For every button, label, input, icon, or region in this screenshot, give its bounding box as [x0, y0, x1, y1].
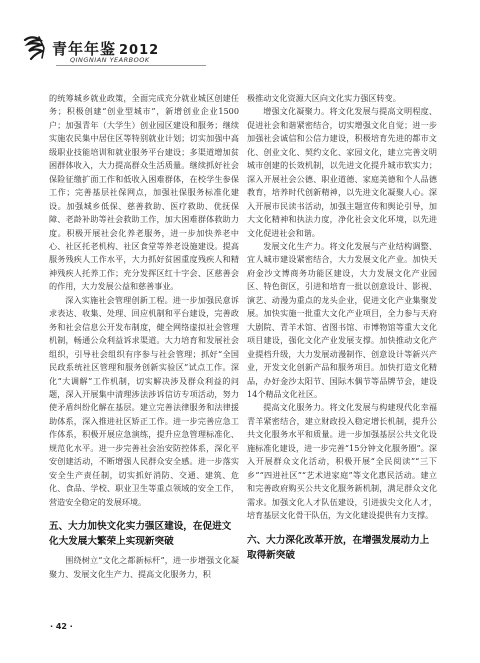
left-column	[49, 92, 239, 581]
left-paragraph-3: 围绕树立“文化之都新标杆”，进一步增强文化凝聚力、发展文化生产力、提高文化服务力，积	[49, 555, 239, 579]
yearbook-year: 2012	[119, 43, 160, 58]
right-column	[247, 92, 437, 568]
left-paragraph-2: 深入实施社会管理创新工程。进一步加强民意诉求表达、收集、处理、回应机制和平台建设，完善政务和社会信息公开发布制度，健全网络虚拟社会管理机制，畅通公众利益诉求渠道。大力培育和发展社会组织，引导社会组织有序参与社会管理；抓好“全国民政系统社区管理和服务创新实验区”试点工作。深化“大调解”工作机制，切实解决涉及群众利益的问题，深入开展集中清理涉法涉诉信访专项活动，努力使矛盾纠纷化解在基层。建立完善法律服务和法律援助体系，深入推进社区矫正工作。进一步完善应急工作体系，积极开展应急演练，提升应急管理标准化、规范化水平。进一步完善社会治安防控体系，深化平安创建活动，不断增强人民群众安全感。进一步落实安全生产责任制，切实抓好消防、交通、建筑、危化、食品、学校、职业卫生等重点领域的安全工作，营造安全稳定的发展环境。	[49, 294, 239, 507]
page-number: · 42 ·	[50, 622, 73, 631]
section-five-heading: 五、大力加快文化实力强区建设，在促进文化大发展大繁荣上实现新突破	[49, 521, 232, 548]
section-six-heading: 六、大力深化改革开放，在增强发展动力上取得新突破	[247, 534, 430, 561]
yearbook-title-text: 青年年鉴	[52, 40, 117, 58]
header-rule	[56, 65, 206, 66]
yearbook-subtitle: QINGNIAN YEARBOOK	[70, 56, 150, 64]
right-paragraph-1: 增强文化凝聚力。将文化发展与提高文明程度、促进社会和谐紧密结合，切实增强文化自觉；进一步加强社会诚信和公信力建设，积极培育先进的都市文化、创业文化、契约文化、家园文化，建立完善文明城市创建的长效机制，以先进文化提升城市软实力；深入开展社会公德、职业道德、家庭美德和个人品德教育，培养时代创新精神，以先进文化凝聚人心。深入开展市民读书活动，加强主题宣传和舆论引导，加大文化精神和执法力度，净化社会文化环境，以先进文化促进社会和谐。	[247, 106, 437, 238]
page-header	[22, 34, 222, 68]
right-paragraph-0: 极推动文化资源大区向文化实力强区转变。	[247, 93, 401, 103]
right-paragraph-3: 提高文化服务力。将文化发展与构建现代化幸福青羊紧密结合，建立财政投入稳定增长机制，提升公共文化服务水平和质量。进一步加强基层公共文化设施标准化建设，进一步完善“15分钟文化服务圈”。深入开展群众文化活动，积极开展“全民阅读”“三下乡”“四进社区”“艺术进家庭”等文化惠民活动。建立和完善政府购买公共文化服务新机制，满足群众文化需求。加强文化人才队伍建设，引进拔尖文化人才，培育基层文化骨干队伍，为文化建设提供有力支撑。	[247, 402, 437, 521]
left-paragraph-1: 的统筹城乡就业政策，全面完成充分就业城区创建任务；积极创建“创业型城市”，新增创业企业1500户；加强青年（大学生）创业园区建设和服务；继续实施农民集中居住区等特别就业计划；切实加强中高级职业技能培训和就业服务平台建设；多渠道增加贫困群体收入，大力提高群众生活质量。继续抓好社会保险征缴扩面工作和低收入困难群体，在校学生参保工作；完善基层社保网点，加强社保服务标准化建设。加强城乡低保、慈善救助、医疗救助、优抚保障、老龄补助等社会救助工作，加大困难群体救助力度。积极开展社会化养老服务，进一步加快养老中心、社区托老机构、社区食堂等养老设施建设。提高服务残疾人工作水平，大力抓好贫困重度残疾人和精神残疾人托养工作；充分发挥区红十字会、区慈善会的作用，大力发展公益和慈善事业。	[49, 93, 239, 292]
brush-logo-icon	[22, 34, 52, 60]
right-paragraph-2: 发展文化生产力。将文化发展与产业结构调整、宜人城市建设紧密结合，大力发展文化产业。加快天府金沙文博商务功能区建设，大力发展文化产业园区、特色街区，引进和培育一批以创意设计、影视、演艺、动漫为重点的龙头企业，促进文化产业集聚发展。加快实施一批重大文化产业项目，全力参与天府大剧院、青羊术馆、省图书馆、市博物馆等重大文化项目建设，强化文化产业发展支撑。加快推动文化产业提档升级，大力发展动漫制作、创意设计等新兴产业，开发文化创新产品和服务项目。加快打造文化精品，办好金沙太阳节、国际木偶节等品牌节会，建设14个精品文化社区。	[247, 240, 437, 399]
